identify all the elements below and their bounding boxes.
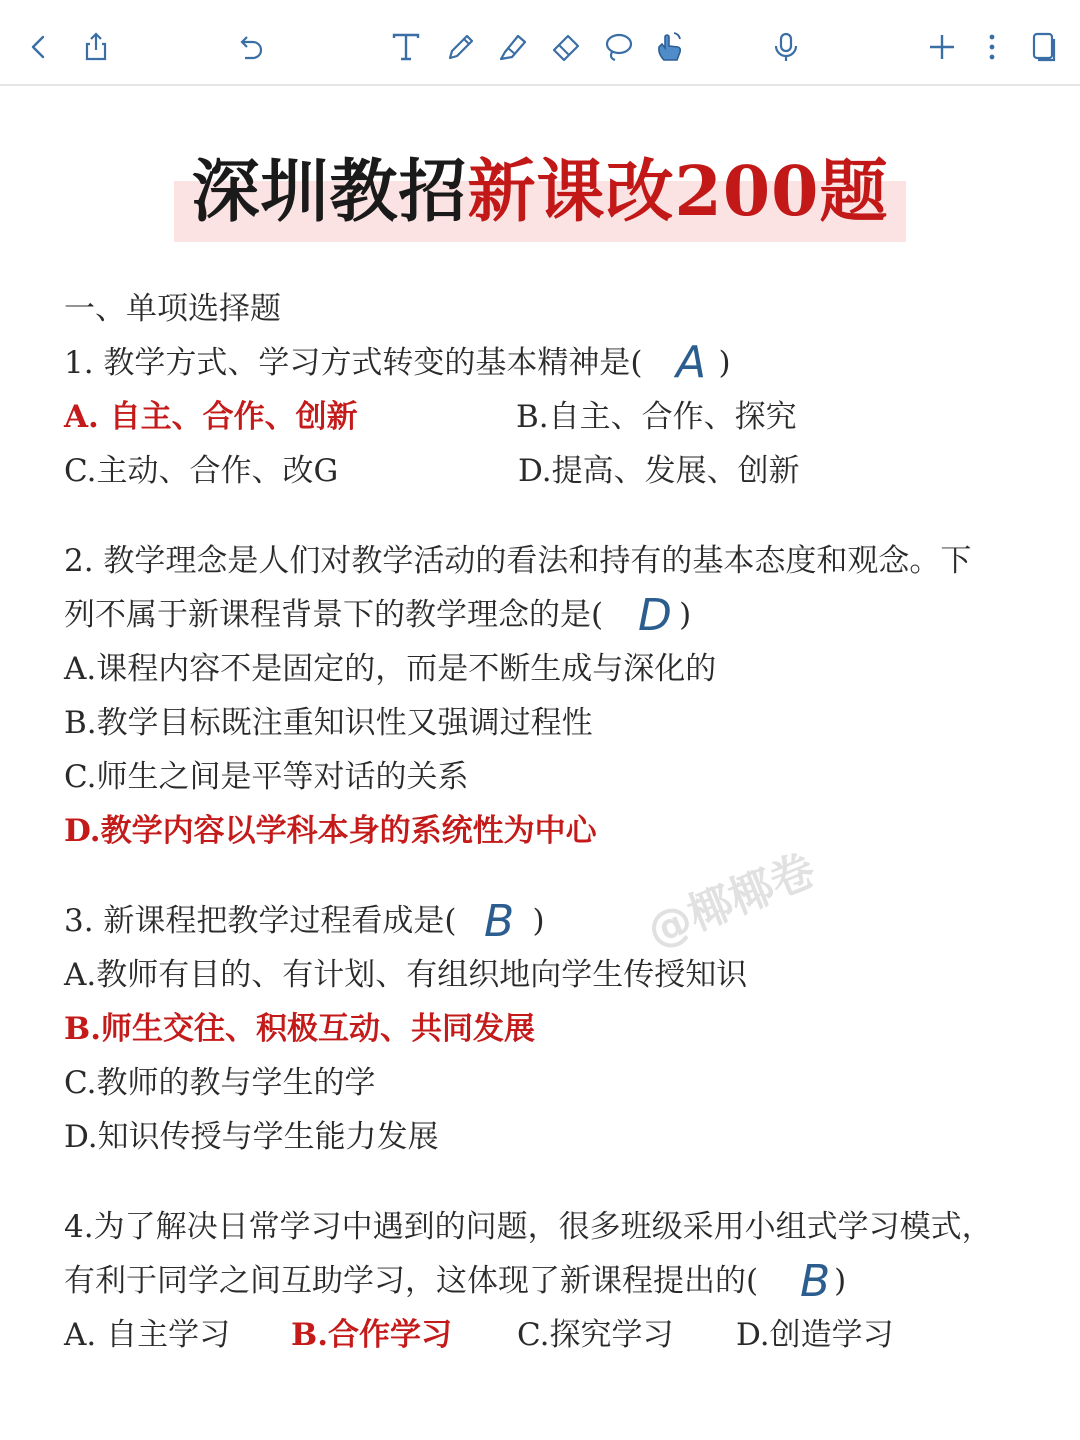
q3-stem-text: 3. 新课程把教学过程看成是( xyxy=(64,903,457,939)
q2-option-c: C.师生之间是平等对话的关系 xyxy=(64,759,469,795)
q2-option-b: B.教学目标既注重知识性又强调过程性 xyxy=(64,705,593,741)
watermark: @椰椰卷 xyxy=(640,844,823,958)
toolbar xyxy=(0,0,1080,86)
q2-option-d: D.教学内容以学科本身的系统性为中心 xyxy=(64,813,597,849)
q2-close: ) xyxy=(679,597,692,633)
page-title xyxy=(174,145,906,240)
q1-option-d: D.提高、发展、创新 xyxy=(518,453,800,489)
q4-stem-text: 有利于同学之间互助学习，这体现了新课程提出的( xyxy=(64,1263,759,1299)
add-icon[interactable] xyxy=(925,30,959,64)
q1-stem xyxy=(64,337,731,388)
pages-icon[interactable] xyxy=(1026,30,1060,64)
q1-close: ) xyxy=(718,345,731,381)
q4-option-d: D.创造学习 xyxy=(736,1317,894,1353)
q3-close: ) xyxy=(532,903,545,939)
back-icon[interactable] xyxy=(22,30,56,64)
q1-handwritten-answer: A xyxy=(676,337,707,388)
q4-option-b: B.合作学习 xyxy=(291,1317,452,1353)
undo-icon[interactable] xyxy=(233,30,267,64)
q2-stem-text: 列不属于新课程背景下的教学理念的是( xyxy=(64,597,604,633)
eraser-icon[interactable] xyxy=(549,30,583,64)
q2-option-a: A.课程内容不是固定的，而是不断生成与深化的 xyxy=(64,651,717,687)
text-tool-icon[interactable] xyxy=(389,30,423,64)
q4-close: ) xyxy=(834,1263,847,1299)
q4-option-c: C.探究学习 xyxy=(517,1317,674,1353)
lasso-icon[interactable] xyxy=(601,30,635,64)
q2-stem-line2 xyxy=(64,595,691,635)
q3-option-b: B.师生交往、积极互动、共同发展 xyxy=(64,1011,535,1047)
title-part2: 新课改200题 xyxy=(467,152,889,232)
touch-draw-icon[interactable] xyxy=(652,30,686,64)
q3-handwritten-answer: B xyxy=(484,896,515,947)
microphone-icon[interactable] xyxy=(769,30,803,64)
section-heading: 一、单项选择题 xyxy=(64,291,281,327)
q4-option-a: A. 自主学习 xyxy=(64,1317,231,1353)
q1-stem-text: 1. 教学方式、学习方式转变的基本精神是( xyxy=(64,345,643,381)
q3-stem xyxy=(64,901,545,941)
q3-option-c: C.教师的教与学生的学 xyxy=(64,1065,376,1101)
q4-stem-line1: 4.为了解决日常学习中遇到的问题，很多班级采用小组式学习模式， xyxy=(64,1209,993,1245)
share-icon[interactable] xyxy=(79,30,113,64)
q1-option-b: B.自主、合作、探究 xyxy=(516,399,797,435)
q3-option-a: A.教师有目的、有计划、有组织地向学生传授知识 xyxy=(64,957,748,993)
q1-option-a: A. 自主、合作、创新 xyxy=(64,399,358,435)
pen-icon[interactable] xyxy=(444,30,478,64)
highlighter-icon[interactable] xyxy=(496,30,530,64)
q4-handwritten-answer: B xyxy=(800,1256,831,1307)
title-block xyxy=(174,145,906,242)
title-part1: 深圳教招 xyxy=(191,152,468,232)
more-icon[interactable] xyxy=(975,30,1009,64)
q2-handwritten-answer: D xyxy=(638,590,672,641)
q2-stem-line1: 2. 教学理念是人们对教学活动的看法和持有的基本态度和观念。下 xyxy=(64,543,972,579)
q1-option-c: C.主动、合作、改G xyxy=(64,453,339,489)
q3-option-d: D.知识传授与学生能力发展 xyxy=(64,1119,439,1155)
q4-stem-line2 xyxy=(64,1261,846,1301)
